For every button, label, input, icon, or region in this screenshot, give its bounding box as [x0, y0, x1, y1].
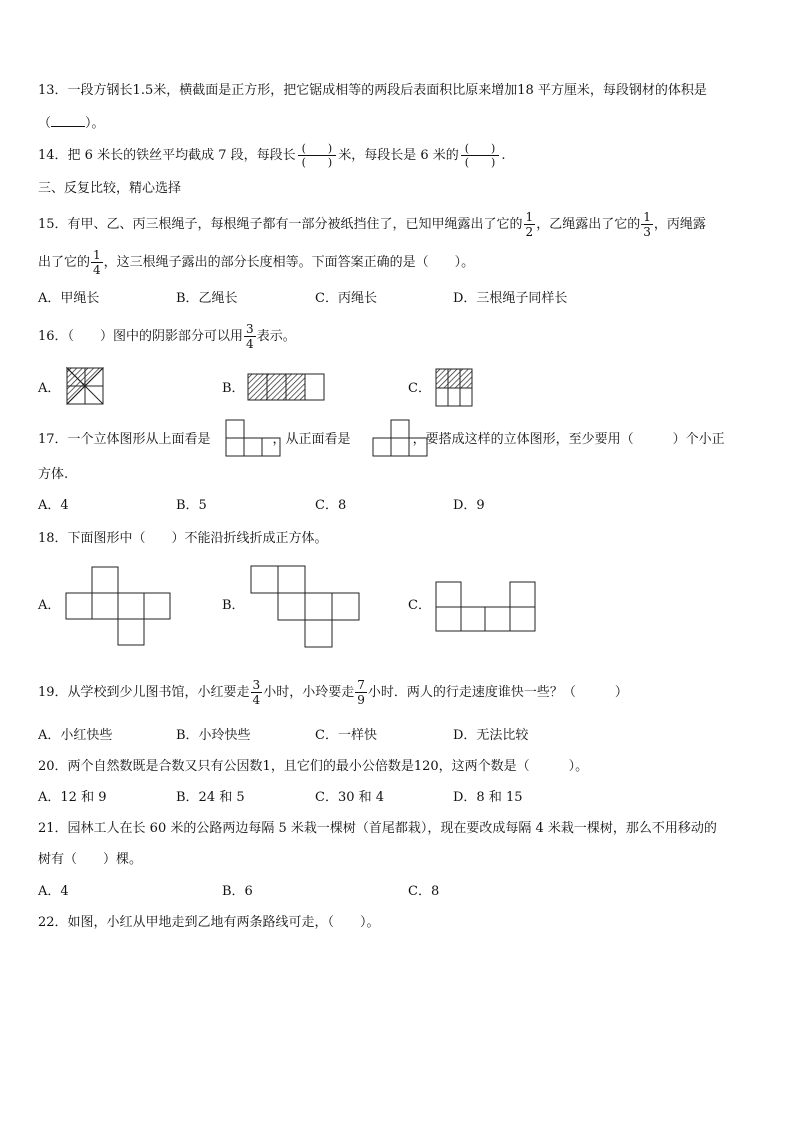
q17-text-c: ，要搭成这样的立体图形，至少要用（ ）个小正	[412, 432, 725, 447]
q13-line2	[38, 114, 105, 133]
shaded-cell	[267, 374, 286, 400]
q14-blank-fraction-1[interactable]	[298, 142, 337, 169]
q21-line2: 树有（ ）棵。	[38, 852, 143, 867]
fraction-numerator: 1	[643, 210, 651, 224]
shaded-cell	[460, 369, 472, 388]
net-square	[92, 567, 118, 593]
fraction-denominator: 2	[525, 225, 534, 239]
fraction-denominator: 4	[252, 693, 261, 707]
q14-blank-fraction-2[interactable]	[461, 142, 500, 169]
q19-text-c: 小时．两人的行走速度谁快一些？（ ）	[367, 685, 628, 700]
net-square	[144, 593, 170, 619]
cube-square	[262, 438, 280, 456]
q17-option-c[interactable]: C．8	[315, 498, 347, 513]
net-square	[92, 593, 118, 619]
blank-cell	[305, 374, 324, 400]
q17-line2: 方体.	[38, 467, 69, 482]
q20-option-d[interactable]: D．8 和 15	[453, 790, 523, 805]
q16-figure-b[interactable]	[247, 373, 327, 401]
q18-net-b[interactable]	[250, 565, 360, 649]
cube-square	[373, 438, 391, 456]
q16-line	[38, 322, 296, 351]
cube-square	[226, 420, 244, 438]
q17-option-b[interactable]: B．5	[176, 498, 207, 513]
q19-line	[38, 678, 628, 707]
net-square	[305, 620, 332, 647]
q20-option-c[interactable]: C．30 和 4	[315, 790, 385, 805]
q19-option-c[interactable]: C．一样快	[315, 728, 377, 743]
q17-text-a: 17．一个立体图形从上面看是	[38, 432, 211, 447]
q16-label-a[interactable]: A．	[38, 381, 61, 396]
q18-label-c[interactable]: C．	[408, 598, 431, 613]
q17-text-b: ，从正面看是	[272, 432, 351, 447]
fraction-denominator: 4	[93, 263, 101, 277]
q15-option-c[interactable]: C．丙绳长	[315, 291, 377, 306]
q15-option-d[interactable]: D．三根绳子同样长	[453, 291, 568, 306]
cube-square	[391, 438, 409, 456]
q18-net-a[interactable]	[65, 566, 171, 646]
q13-open: （	[38, 116, 52, 131]
net-square	[118, 619, 144, 645]
q18-line: 18．下面图形中（ ）不能沿折线折成正方体。	[38, 531, 328, 546]
q20-line: 20．两个自然数既是合数又只有公因数1，且它们的最小公倍数是120，这两个数是（ ）。	[38, 759, 589, 774]
q15-fraction-2	[641, 210, 653, 239]
q13-close: ）。	[85, 116, 105, 131]
q19-option-d[interactable]: D．无法比较	[453, 728, 529, 743]
fraction-numerator: 1	[93, 248, 101, 262]
net-square	[305, 593, 332, 620]
q14-blank2-den: ( )	[464, 156, 496, 169]
q15-line1	[38, 210, 706, 239]
fraction-numerator: 3	[252, 678, 261, 692]
shaded-cell	[286, 374, 305, 400]
cube-square	[226, 438, 244, 456]
q19-option-a[interactable]: A．小红快些	[38, 728, 113, 743]
fraction-denominator: 9	[357, 693, 365, 707]
q13-line1: 13．一段方钢长1.5米，横截面是正方形，把它锯成相等的两段后表面积比原来增加18 平方厘米，每段钢材的体积是	[38, 83, 707, 98]
q15-text-e: ，这三根绳子露出的部分长度相等。下面答案正确的是（ ）。	[103, 255, 475, 270]
q15-option-a[interactable]: A．甲绳长	[38, 291, 100, 306]
shaded-cell	[448, 369, 460, 388]
q18-label-b[interactable]: B．	[222, 598, 245, 613]
q14-blank1-den: ( )	[301, 156, 333, 169]
q20-option-b[interactable]: B．24 和 5	[176, 790, 245, 805]
q16-figure-c[interactable]	[435, 368, 475, 408]
blank-cell	[460, 388, 472, 406]
net-square	[332, 593, 359, 620]
q14-part1: 14．把 6 米长的铁丝平均截成 7 段，每段长	[38, 148, 296, 163]
fraction-numerator: 3	[246, 322, 254, 336]
q14-blank2-num: ( )	[461, 142, 500, 156]
q21-option-b[interactable]: B．6	[222, 884, 253, 899]
q21-line1: 21．园林工人在长 60 米的公路两边每隔 5 米栽一棵树（首尾都栽），现在要改成每隔 4 米栽一棵树，那么不用移动的	[38, 821, 717, 836]
q19-fraction-1	[251, 678, 263, 707]
blank-cell	[448, 388, 460, 406]
q16-label-c[interactable]: C．	[408, 381, 431, 396]
q21-option-c[interactable]: C．8	[408, 884, 440, 899]
q13-answer-blank[interactable]	[51, 114, 85, 127]
q14-part2: 米，每段长是 6 米的	[338, 148, 459, 163]
net-square	[510, 607, 535, 631]
q15-text-a: 15．有甲、乙、丙三根绳子，每根绳子都有一部分被纸挡住了，已知甲绳露出了它的	[38, 217, 523, 232]
q17-option-d[interactable]: D．9	[453, 498, 485, 513]
blank-cell	[436, 388, 448, 406]
net-square	[278, 593, 305, 620]
net-square	[485, 607, 510, 631]
q14-line	[38, 142, 506, 169]
q19-fraction-2	[355, 678, 367, 707]
fraction-denominator: 3	[643, 225, 651, 239]
net-square	[278, 566, 305, 593]
net-square	[436, 607, 461, 631]
net-square	[251, 566, 278, 593]
cube-square	[409, 438, 427, 456]
shaded-cell	[248, 374, 267, 400]
q19-option-b[interactable]: B．小玲快些	[176, 728, 251, 743]
q15-fraction-1	[524, 210, 536, 239]
net-square	[436, 582, 461, 607]
q18-label-a[interactable]: A．	[38, 598, 61, 613]
q15-text-b: ，乙绳露出了它的	[536, 217, 641, 232]
q20-option-a[interactable]: A．12 和 9	[38, 790, 107, 805]
q14-blank1-num: ( )	[298, 142, 337, 156]
q16-fraction	[244, 322, 256, 351]
fraction-numerator: 7	[357, 678, 365, 692]
q15-text-d: 出了它的	[38, 255, 91, 270]
q16-text-a: 16．（ ）图中的阴影部分可以用	[38, 329, 244, 344]
net-square	[461, 607, 485, 631]
q17-option-a[interactable]: A．4	[38, 498, 69, 513]
net-square	[66, 593, 92, 619]
q19-text-b: 小时，小玲要走	[263, 685, 355, 700]
fraction-numerator: 1	[525, 210, 534, 224]
net-square	[510, 582, 535, 607]
q14-part3: .	[501, 148, 506, 163]
q19-text-a: 19．从学校到少儿图书馆，小红要走	[38, 685, 250, 700]
q18-net-c[interactable]	[435, 581, 537, 633]
section-3-heading: 三、反复比较，精心选择	[38, 181, 182, 196]
q15-text-c: ，丙绳露	[653, 217, 706, 232]
q15-fraction-3	[91, 248, 103, 277]
q15-line2	[38, 248, 474, 277]
q16-label-b[interactable]: B．	[222, 381, 245, 396]
q16-figure-a[interactable]	[66, 367, 104, 405]
net-square	[118, 593, 144, 619]
q17-top-view-figure	[225, 419, 283, 457]
q15-option-b[interactable]: B．乙绳长	[176, 291, 238, 306]
q21-option-a[interactable]: A．4	[38, 884, 69, 899]
cube-square	[391, 420, 409, 438]
fraction-denominator: 4	[246, 337, 254, 351]
q22-line: 22．如图，小红从甲地走到乙地有两条路线可走，（ ）。	[38, 915, 380, 930]
q17-front-view-figure	[372, 419, 430, 457]
shaded-cell	[436, 369, 448, 388]
q16-text-b: 表示。	[256, 329, 296, 344]
cube-square	[244, 438, 262, 456]
